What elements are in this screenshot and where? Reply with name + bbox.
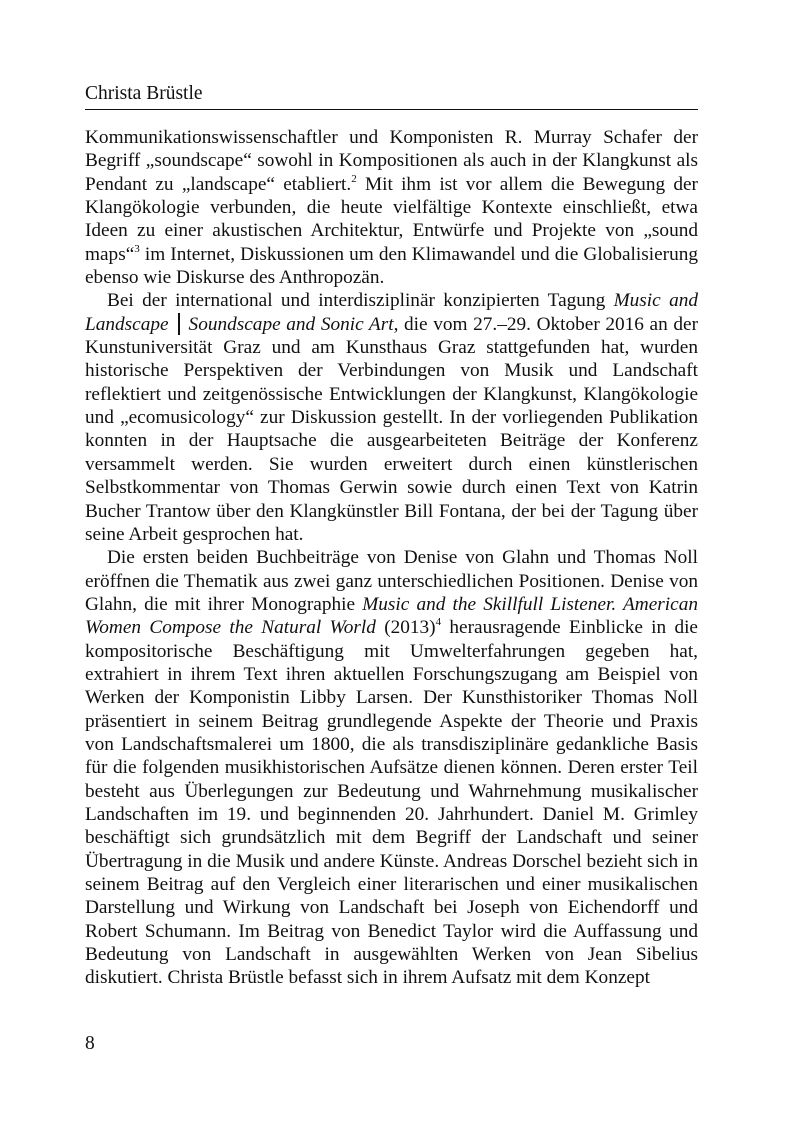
footnote-ref: 2 [351,172,357,185]
footnote-ref: 4 [435,616,442,629]
body-text [85,126,698,990]
paragraph-2: Bei der international und interdisziplinär konzipierten Tagung Music and Landscape Soundscape and Sonic Art, die vom 27.–29. Oktober 2016 an der Kunstuniversität Graz und am Kunsthaus Graz stattgefunden hat, wurden historische Perspektiven der Verbindungen von Musik und Landschaft reflektiert und zeitgenössische Entwicklungen der Klangkunst, Klangökologie und „ecomusicology“ zur Diskussion gestellt. In der vorliegenden Publikation konnten in der Hauptsache die ausgearbeiteten Beiträge der Konferenz versammelt werden. Sie wurden erweitert durch einen künstlerischen Selbstkommentar von Thomas Gerwin sowie durch einen Text von Katrin Bucher Trantow über den Klangkünstler Bill Fontana, der bei der Tagung über seine Arbeit gesprochen hat. [85,290,698,545]
paragraph-1: Kommunikationswissenschaftler und Komponisten R. Murray Schafer der Begriff „soundscape“ sowohl in Kompositionen als auch in der Klangkunst als Pendant zu „landscape“ etabliert.$^2$ Mit ihm ist vor allem die Bewegung der Klangökologie verbunden, die heute vielfältige Kontexte einschließt, etwa Ideen zu einer akustischen Architektur, Entwürfe und Projekte von „sound maps“$^3$ im Internet, Diskussionen um den Klimawandel und die Globalisierung ebenso wie Diskurse des Anthropozän. [85,127,698,289]
footnote-ref: 3 [134,242,140,255]
running-head: Christa Brüstle [85,83,203,104]
header-rule [85,109,698,110]
page-number: 8 [85,1033,95,1054]
italic-title: Music and the Skillfull Listener. American Women Compose the Natural World [85,593,698,639]
title-separator-bar [178,313,180,335]
paragraph-3: Die ersten beiden Buchbeiträge von Denise von Glahn und Thomas Noll eröffnen die Thematik aus zwei ganz unterschiedlichen Positionen. Denise von Glahn, die mit ihrer Monographie Music and the Skillfull Listener. American Women Compose the Natural World $(2013)^4$ herausragende Einblicke in die kompositorische Beschäftigung mit Umwelterfahrungen gegeben hat, extrahiert in ihrem Text ihren aktuellen Forschungszugang am Beispiel von Werken der Komponistin Libby Larsen. Der Kunsthistoriker Thomas Noll präsentiert in seinem Beitrag grundlegende Aspekte der Theorie und Praxis von Landschaftsmalerei um 1800, die als transdisziplinäre gedankliche Basis für die folgenden musikhistorischen Aufsätze dienen können. Deren erster Teil besteht aus Überlegungen zur Bedeutung und Wahrnehmung musikalischer Landschaften im 19. und beginnenden 20. Jahrhundert. Daniel M. Grimley beschäftigt sich grundsätzlich mit dem Begriff der Landschaft und seiner Übertragung in die Musik und andere Künste. Andreas Dorschel bezieht sich in seinem Beitrag auf den Vergleich einer literarischen und einer musikalischen Darstellung und Wirkung von Landschaft bei Joseph von Eichendorff und Robert Schumann. Im Beitrag von Benedict Taylor wird die Auffassung und Bedeutung von Landschaft in ausgewählten Werken von Jean Sibelius diskutiert. Christa Brüstle befasst sich in ihrem Aufsatz mit dem Konzept [85,547,698,989]
italic-title: Music and Landscape [85,290,698,335]
italic-title: Soundscape and Sonic Art [188,313,394,335]
